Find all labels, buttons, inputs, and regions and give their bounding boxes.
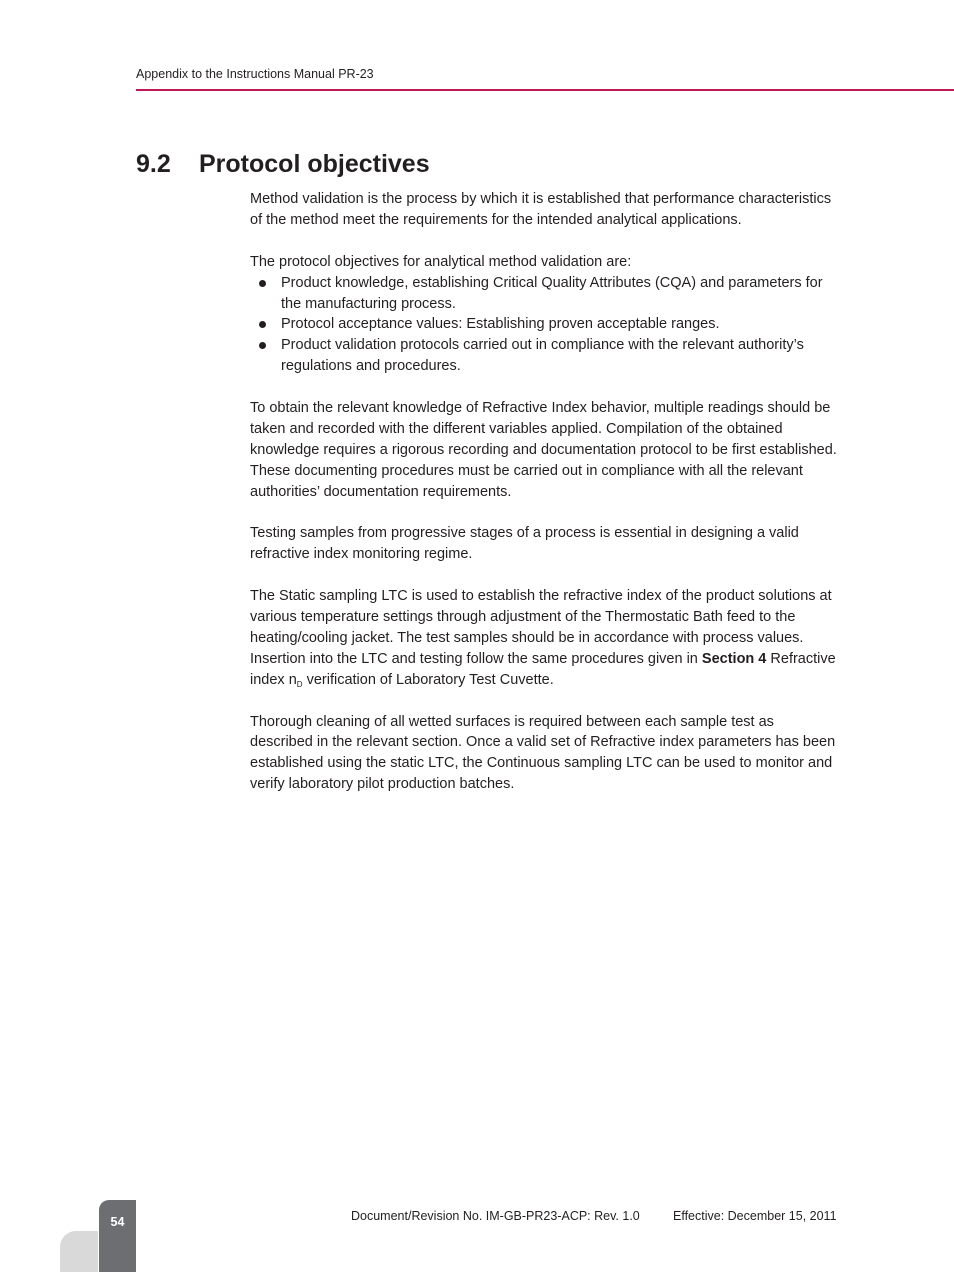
- list-item: [250, 273, 840, 315]
- section-reference: Section 4: [701, 650, 767, 667]
- list-item-text: Protocol acceptance values: Establishing proven acceptable ranges.: [281, 316, 720, 333]
- list-item-text: Product knowledge, establishing Critical Quality Attributes (CQA) and parameters for the manufacturing process.: [281, 274, 823, 312]
- section-number: 9.2: [136, 150, 171, 178]
- subscript-d: D: [296, 679, 303, 689]
- intro-paragraph: Method validation is the process by which it is established that performance characteristics of the method meet the requirements for the intended analytical applications.: [250, 191, 832, 228]
- static-text-part3: verification of Laboratory Test Cuvette.: [302, 671, 554, 688]
- objectives-lead-paragraph: The protocol objectives for analytical method validation are:: [250, 253, 632, 270]
- list-item: [250, 314, 840, 335]
- objectives-list: [250, 273, 840, 378]
- cleaning-paragraph: Thorough cleaning of all wetted surfaces is required between each sample test as described in the relevant section. Once a valid set of Refractive index parameters has been established using the static LTC, the Continuous sampling LTC can be used to monitor and verify laboratory pilot production batches.: [250, 713, 836, 793]
- testing-paragraph: Testing samples from progressive stages of a process is essential in designing a valid refractive index monitoring regime.: [250, 525, 799, 563]
- static-ltc-paragraph: [250, 586, 840, 691]
- bullet-icon: [259, 342, 266, 349]
- knowledge-paragraph: To obtain the relevant knowledge of Refractive Index behavior, multiple readings should be taken and recorded with the different variables applied. Compilation of the obtained knowledge requires a rigorous recording and documentation protocol to be first established. These documenting procedures must be carried out in compliance with all the relevant authorities’ documentation requirements.: [250, 400, 837, 500]
- page-tab-dark: [99, 1200, 136, 1272]
- section-title: Protocol objectives: [199, 150, 430, 178]
- body-content: [250, 189, 840, 816]
- document-number: Document/Revision No. IM-GB-PR23-ACP: Rev. 1.0: [351, 1209, 640, 1223]
- static-text-part1: The Static sampling LTC is used to establish the refractive index of the product solutions at various temperature settings through adjustment of the Thermostatic Bath feed to the heating/cooling jacket. The test samples should be in accordance with process values. Insertion into the LTC and testing follow the same procedures given in: [250, 588, 832, 667]
- header-divider: [136, 89, 954, 91]
- effective-date: Effective: December 15, 2011: [673, 1209, 837, 1223]
- list-item-text: Product validation protocols carried out in compliance with the relevant authority’s regulations and procedures.: [281, 337, 804, 375]
- static-text-part2: Refractive index n: [250, 650, 836, 688]
- page-number: 54: [110, 1215, 125, 1229]
- list-item: [250, 335, 840, 377]
- page-tab-light: [60, 1231, 98, 1272]
- bullet-icon: [259, 280, 266, 287]
- running-title: Appendix to the Instructions Manual PR-23: [136, 67, 374, 81]
- section-heading: [136, 150, 430, 179]
- bullet-icon: [259, 321, 266, 328]
